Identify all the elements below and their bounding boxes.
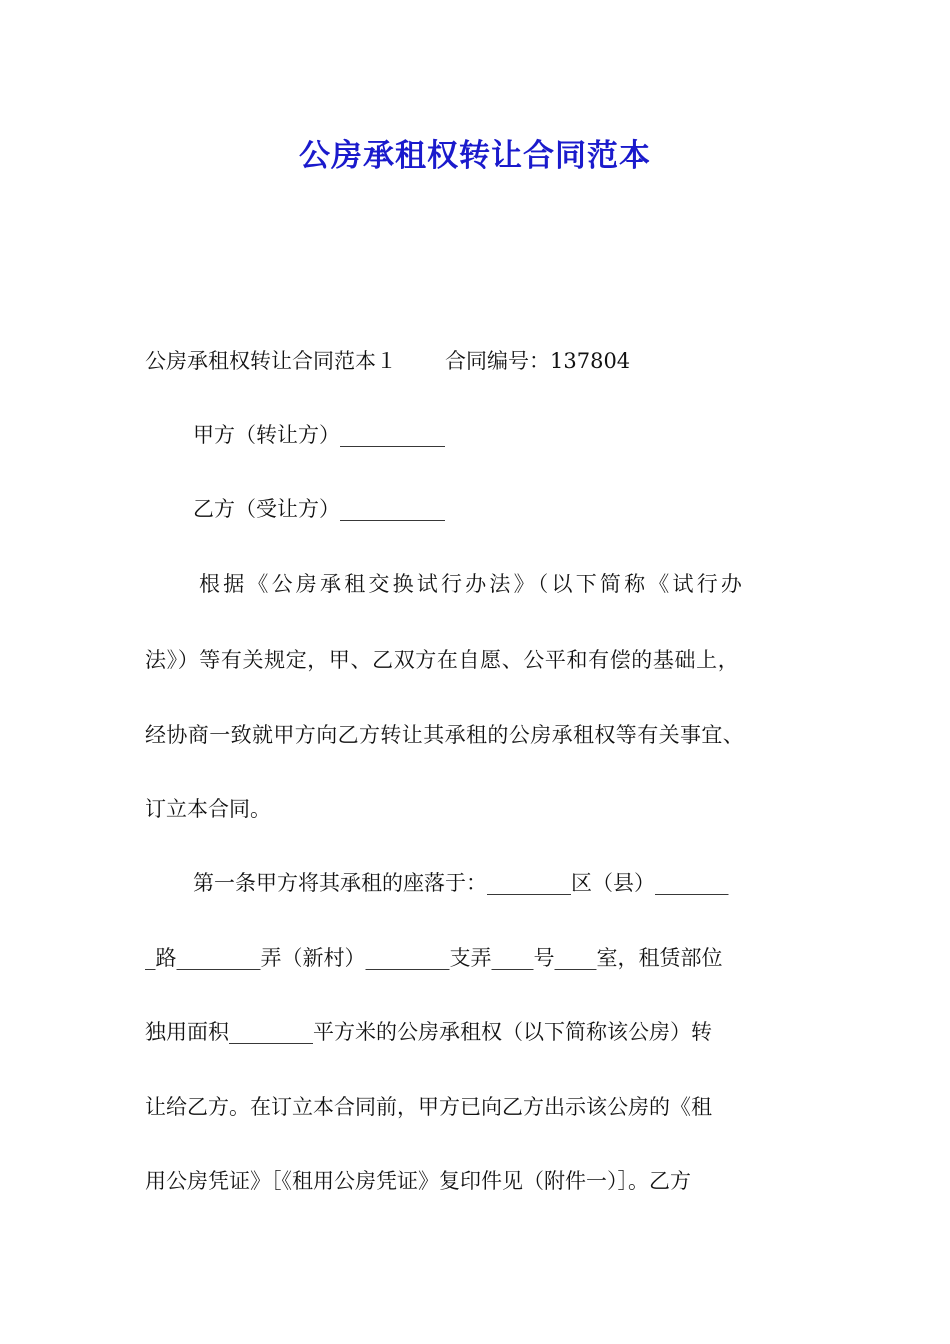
document-title: 公房承租权转让合同范本 xyxy=(299,138,651,174)
party-a-line: 甲方（转让方）__________ xyxy=(193,423,445,447)
paragraph-2-line-1: 第一条甲方将其承租的座落于：________区（县）_______ xyxy=(193,871,729,895)
paragraph-2-line-3: 独用面积________平方米的公房承租权（以下简称该公房）转 xyxy=(145,1020,712,1044)
paragraph-2-line-2: _路________弄（新村）________支弄____号____室，租赁部位 xyxy=(145,946,723,970)
contract-header-line xyxy=(145,346,630,376)
contract-name: 公房承租权转让合同范本１ xyxy=(145,349,397,373)
paragraph-1-line-2: 法》）等有关规定，甲、乙双方在自愿、公平和有偿的基础上， xyxy=(145,648,740,672)
party-b-line: 乙方（受让方）__________ xyxy=(193,497,445,521)
paragraph-1-line-4: 订立本合同。 xyxy=(145,797,271,821)
paragraph-1-line-3: 经协商一致就甲方向乙方转让其承租的公房承租权等有关事宜、 xyxy=(145,723,745,747)
paragraph-1-line-1: 根据《公房承租交换试行办法》（以下简称《试行办 xyxy=(199,572,746,596)
paragraph-2-line-5: 用公房凭证》［《租用公房凭证》复印件见（附件一）］。乙方 xyxy=(145,1169,691,1193)
contract-number: 合同编号：137804 xyxy=(445,349,631,373)
paragraph-2-line-4: 让给乙方。在订立本合同前，甲方已向乙方出示该公房的《租 xyxy=(145,1095,712,1119)
